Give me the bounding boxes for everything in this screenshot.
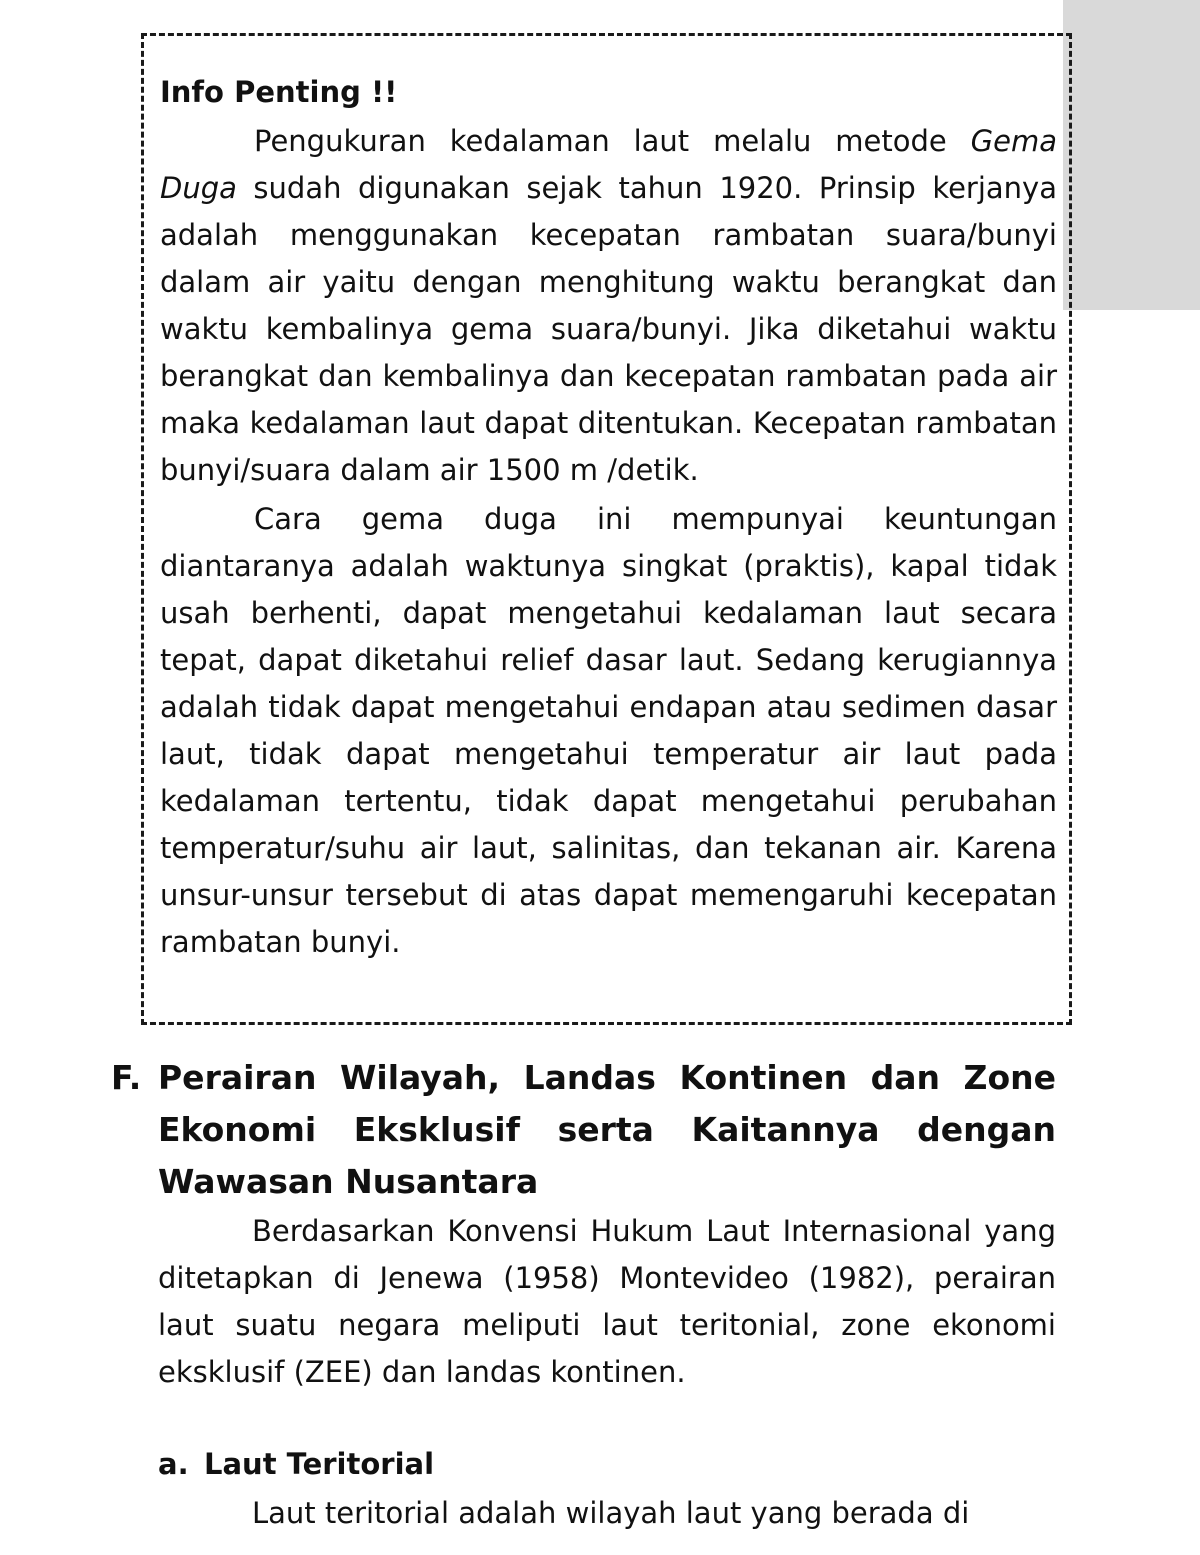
- info-paragraph-1-term: Gema Duga: [160, 124, 1057, 205]
- section-f-body: [158, 1208, 1056, 1396]
- subsection-a-letter: a.: [158, 1447, 189, 1481]
- section-f-paragraph: Berdasarkan Konvensi Hukum Laut Internasional yang ditetapkan di Jenewa (1958) Montevideo (1982), perairan laut suatu negara meliputi laut teritonial, zone ekonomi eksklusif (ZEE) dan landas kontinen.: [158, 1214, 1056, 1389]
- section-f-title: Perairan Wilayah, Landas Kontinen dan Zone Ekonomi Eksklusif serta Kaitannya dengan Wawasan Nusantara: [158, 1058, 1056, 1201]
- info-paragraph-1: [160, 118, 1057, 494]
- subsection-a-title: Laut Teritorial: [204, 1447, 435, 1481]
- page-side-tab: [1063, 0, 1200, 310]
- subsection-a-paragraph: Laut teritorial adalah wilayah laut yang berada di: [252, 1496, 970, 1530]
- info-box: [141, 33, 1072, 1025]
- subsection-a-body: [158, 1490, 1056, 1537]
- info-paragraph-1-rest: sudah digunakan sejak tahun 1920. Prinsip kerjanya adalah menggunakan kecepatan rambatan suara/bunyi dalam air yaitu dengan menghitung waktu berangkat dan waktu kembalinya gema suara/bunyi. Jika diketahui waktu berangkat dan kembalinya dan kecepatan rambatan pada air maka kedalaman laut dapat ditentukan. Kecepatan rambatan bunyi/suara dalam air 1500 m /detik.: [160, 171, 1057, 487]
- subsection-a-heading: [158, 1442, 1056, 1486]
- section-f: [111, 1052, 1056, 1537]
- info-paragraph-2: Cara gema duga ini mempunyai keuntungan diantaranya adalah waktunya singkat (praktis), kapal tidak usah berhenti, dapat mengetahui kedalaman laut secara tepat, dapat diketahui relief dasar laut. Sedang kerugiannya adalah tidak dapat mengetahui endapan atau sedimen dasar laut, tidak dapat mengetahui temperatur air laut pada kedalaman tertentu, tidak dapat mengetahui perubahan temperatur/suhu air laut, salinitas, dan tekanan air. Karena unsur-unsur tersebut di atas dapat memengaruhi kecepatan rambatan bunyi.: [160, 502, 1057, 959]
- section-f-letter: F.: [111, 1058, 142, 1097]
- section-f-heading: [111, 1052, 1056, 1208]
- info-paragraph-1-start: Pengukuran kedalaman laut melalu metode: [254, 124, 971, 158]
- info-box-title: Info Penting !!: [160, 75, 398, 109]
